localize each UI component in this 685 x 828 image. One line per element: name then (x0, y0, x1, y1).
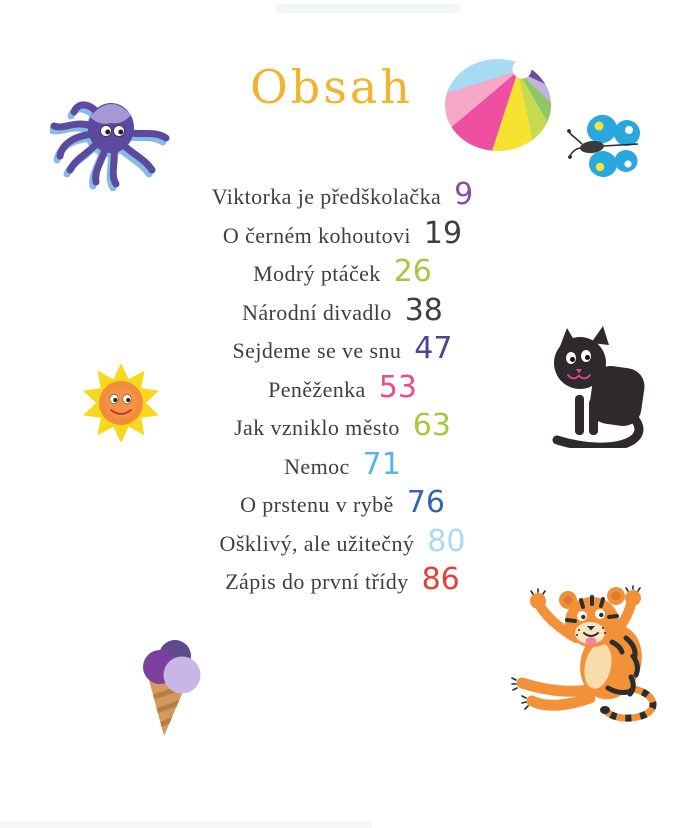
tiger-icon (508, 580, 680, 728)
chapter-title: O prstenu v rybě (240, 492, 394, 517)
page-title: Obsah (250, 60, 413, 114)
chapter-title: Národní divadlo (242, 299, 392, 325)
toc-entry (0, 254, 685, 296)
chapter-page-number: 47 (414, 331, 453, 366)
toc-entry (0, 215, 685, 258)
octopus-icon (50, 86, 175, 191)
chapter-page-number: 71 (362, 446, 401, 482)
chapter-title: Modrý ptáček (253, 261, 381, 286)
toc-entry (0, 485, 685, 527)
toc-entry (0, 446, 685, 489)
chapter-title: Nemoc (284, 453, 350, 479)
sun-icon (76, 360, 166, 446)
chapter-title: Zápis do první třídy (225, 569, 409, 594)
chapter-page-number: 9 (454, 177, 474, 212)
chapter-page-number: 19 (423, 215, 463, 251)
chapter-page-number: 86 (421, 562, 460, 597)
chapter-title: Peněženka (268, 376, 366, 402)
chapter-page-number: 38 (404, 292, 443, 328)
chapter-title: Ošklivý, ale užitečný (219, 530, 415, 556)
chapter-page-number: 26 (393, 254, 432, 289)
butterfly-icon (566, 108, 646, 186)
scan-artifact (275, 4, 460, 13)
chapter-page-number: 53 (378, 369, 417, 405)
chapter-page-number: 76 (406, 485, 445, 520)
chapter-title: Viktorka je předškolačka (211, 184, 442, 209)
beach-ball-icon (442, 53, 557, 153)
scan-edge-artifact (0, 821, 372, 828)
chapter-title: O černém kohoutovi (222, 222, 411, 248)
chapter-title: Sejdeme se ve snu (232, 338, 402, 363)
toc-entry (0, 523, 685, 566)
black-cat-icon (533, 323, 658, 448)
chapter-title: Jak vzniklo město (234, 415, 400, 440)
chapter-page-number: 63 (412, 408, 451, 443)
chapter-page-number: 80 (427, 523, 466, 559)
ice-cream-icon (120, 630, 215, 740)
